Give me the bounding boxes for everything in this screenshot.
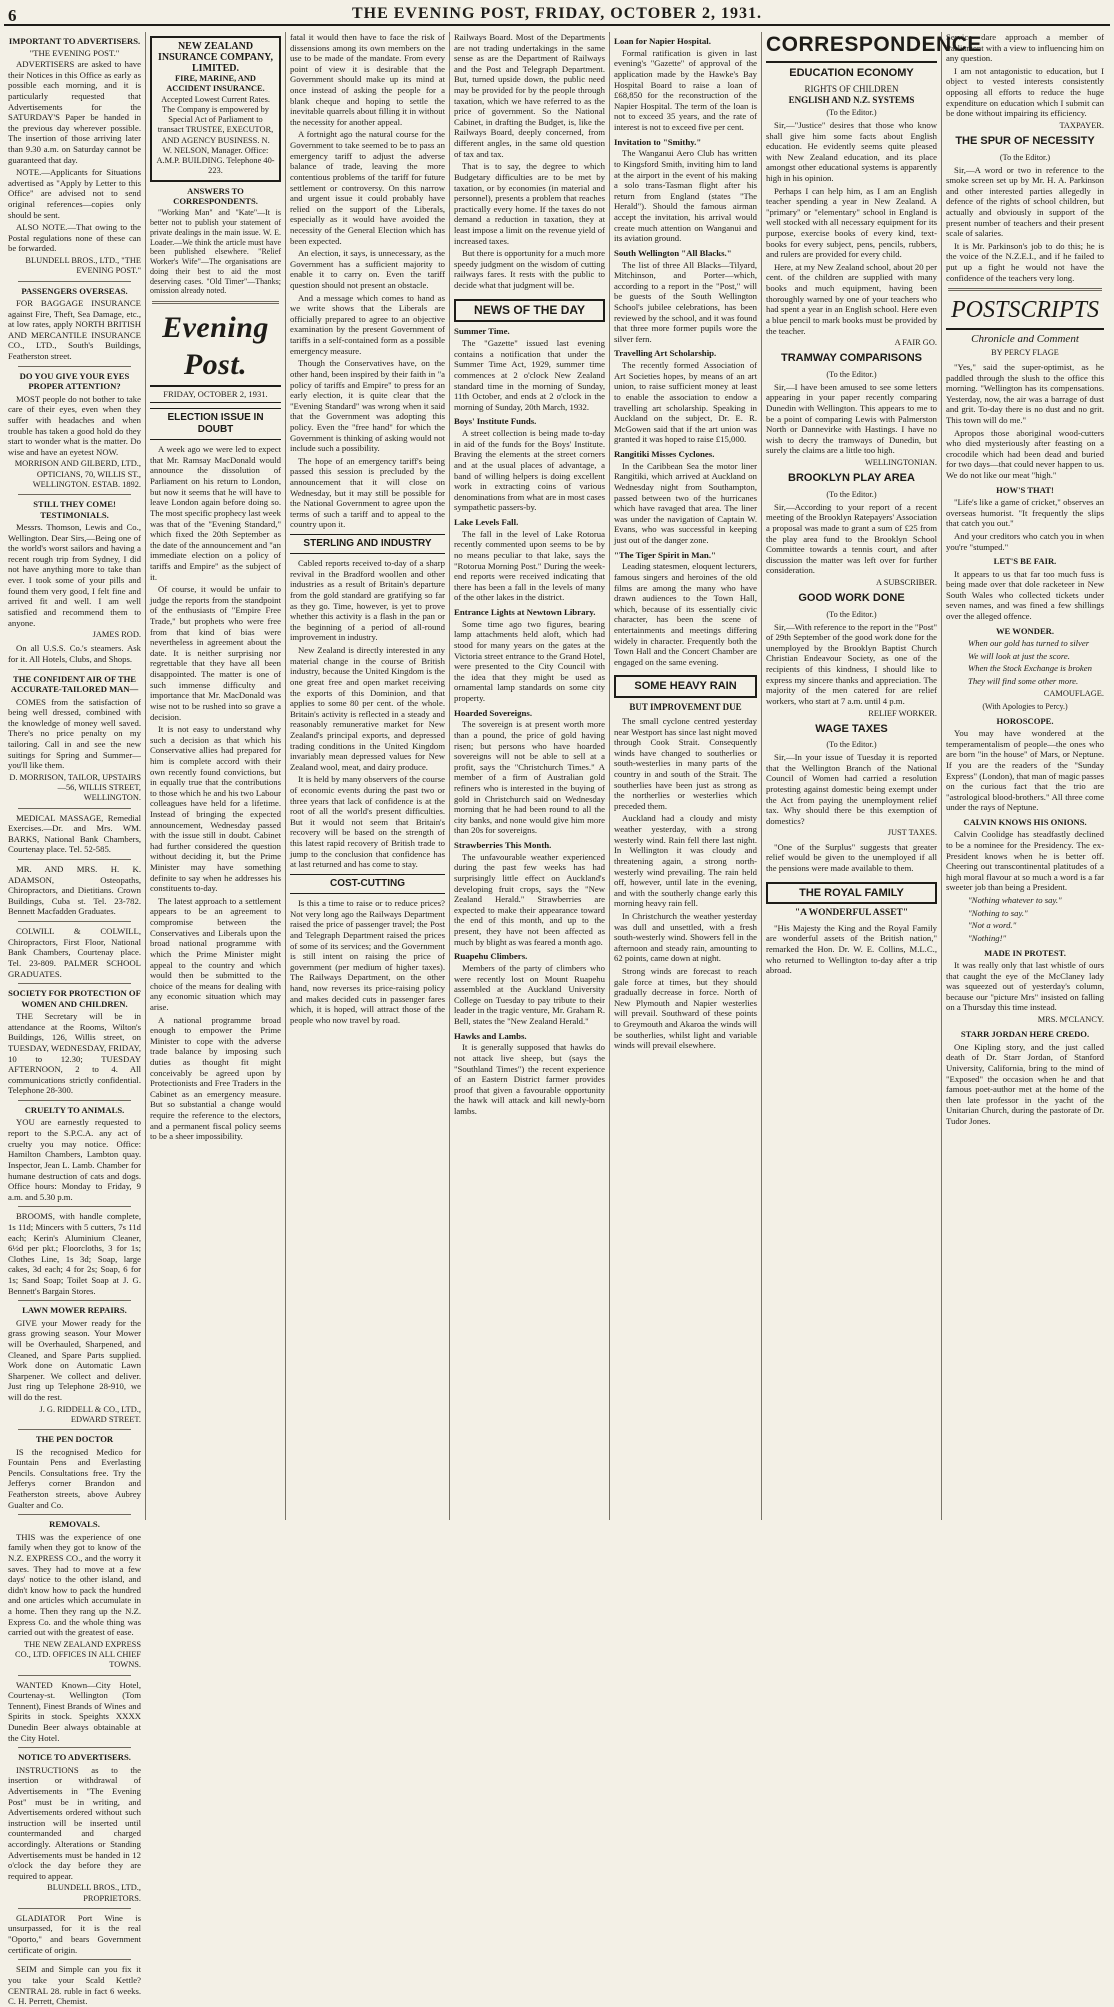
editorial-text: The latest approach to a settlement appears to be an agreement to compromise between the Conservatives and Liberals upon the broad national programme with which the Prime Minister might appeal to the country and which would then be submitted to the choice of the means for dealing with any economic situation which may arise. [150,895,281,1012]
weather-text: Auckland had a cloudy and misty weather yesterday, with a strong westerly wind. Rain fell there last night. In Wellington it was cloudy and threatening again, a strong north-westerly wind prevailing. The rain held off, however, until late in the evening, and with the southerly change early this morning heavy rain fell. [614,813,757,909]
column-news [450,32,610,1520]
news-text: The fall in the level of Lake Rotorua recently commented upon seems to be by no means peculiar to that lake, says the "Rotorua Morning Post." During the week-end reports were received indicating that there has been a fall in the levels of many of the other lakes in the district. [454,528,605,603]
letter-subheadline: ENGLISH AND N.Z. SYSTEMS [788,94,915,105]
editorial-text: That is to say, the degree to which Budgetary difficulties are to be met by taxation, or by economies (in material and personnel), presents a problem that reaches practically every home. If the taxes do not demand a reduction in taxation, they at least impose a limit on the revenue yield of increased taxes. [454,161,605,246]
ad-heading: NOTICE TO ADVERTISERS. [18,1752,131,1763]
paper-title: Evening Post. [162,311,269,381]
ad-heading: REMOVALS. [49,1519,100,1530]
to-the-editor: (To the Editor.) [826,489,877,499]
verse-line: They will find some other more. [968,675,1079,686]
news-subhead: Loan for Napier Hospital. [614,36,711,46]
ad-heading: DO YOU GIVE YOUR EYES PROPER ATTENTION? [19,370,130,392]
ad-heading: IMPORTANT TO ADVERTISERS. [8,36,141,46]
editorial-text: A fortnight ago the natural course for the Government to take seemed to be to pass an emergency tariff to adjust the adverse balance of trade, leaving the more contentious problems of the tariff for future settlement or controversy. On this narrow and urgent issue it could probably have relied on the support of the Liberals, especially as it would have avoided the necessity of the General Election which has been expected. [290,129,445,246]
verse-line: When our gold has turned to silver [968,638,1090,649]
ad-heading: THE CONFIDENT AIR OF THE ACCURATE-TAILORED MAN— [10,673,139,695]
weather-subheadline: BUT IMPROVEMENT DUE [629,702,742,713]
letter-subheadline: RIGHTS OF CHILDREN [804,84,899,95]
editorial-text: New Zealand is directly interested in any material change in the course of British industry, because the United Kingdom is the one great free and open market receiving the exports of this Dominion, and that applies to some 80 per cent. of the whole. Britain's activity is reflected in a steady and reasonably remunerative market for New Zealand's principal exports, and depressed trading conditions in the United Kingdom invariably mean depressed values for New Zealand wool, meat, and dairy produce. [290,645,445,772]
column-text: Apropos those aboriginal wood-cutters who died mysteriously after feasting on a crocodile which had been dead and buried for two days—that could never happen to us. We do not like our meat "high." [946,427,1104,480]
column-postscripts [942,32,1108,1520]
ad-text: BROOMS, with handle complete, 1s 11d; Mincers with 5 cutters, 7s 11d each; Kerin's Aluminium Cleaner, 6½d per pkt.; Floorcloths, 3 for 1s; Clothes Line, 1s 3d; Soap, large cakes, 3d each; 4 for 2s; Soap, 6 for 1s; Sand Soap; Toilet Soap at J. G. Bennett's Bargain Stores. [8,1211,141,1296]
letter-headline: WAGE TAXES [815,722,888,735]
ad-signature: J. G. RIDDELL & CO., LTD., EDWARD STREET. [39,1404,141,1424]
editorial-text: Of course, it would be unfair to judge the reports from the standpoint of the enthusiasts of "Empire Free Trade," but prophets who were free from that kind of bias were nevertheless in agreement about the date. It is neither surprising nor regrettable that they have all been disappointed. The matter is one of such immense difficulty and importance that Mr. MacDonald was wise not to be rushed into so grave a decision. [150,584,281,722]
page-number: 6 [8,6,17,25]
column-text: One Kipling story, and the just called death of Dr. Starr Jordan, of Stanford University, California, bring to the mind of "Exposed" the occasion when he and that famous poet-author met at the home of the then late professor in the yacht of the Unitarian Church, during the pastorate of Dr. Tudor Jones. [946,1041,1104,1127]
verse-line: "Not a word." [968,920,1017,931]
column-text: "Yes," said the super-optimist, as he paddled through the slush to the office this morning. "Wellington has its compensations. Yesterday, now, the air was a barrage of dust and grit. To-day there is no dust and no grit. This town will do me." [946,361,1104,425]
editorial-text: It is held by many observers of the course of economic events during the past two or three years that lack of confidence is at the root of all the world's present difficulties. But it would not seem that Britain's recovery will be based on the strength of this latest rapid recovery of British trade to jump to the conclusion that confidence has at last returned and has come to stay. [290,774,445,870]
letter-text: Sir,—With reference to the report in the "Post" of 29th September of the good work done for the unemployed by the Brooklyn Baptist Church Christian Endeavour Society, as one of the recipients of this kindness, I should like to express my sincere thanks and appreciation. The majority of the men catered for are relief workers, who start at 7 a.m. until 4 p.m. [766,621,937,706]
letter-text: Here, at my New Zealand school, about 20 per cent. of the children are supplied with many books and much equipment, having been thoroughly warned by one of your teachers who had spent a year in an English school. Here even a blue pencil to mark books must be provided by the teacher. [766,261,937,336]
ad-text: MOST people do not bother to take care of their eyes, even when they suffer with headaches and when trouble has taken a good hold do they start to wonder what is the matter. Do wise and have an eyetest NOW. [8,393,141,457]
newspaper-title: THE EVENING POST, FRIDAY, OCTOBER 2, 1931. [351,5,763,22]
to-the-editor: (To the Editor.) [826,740,877,750]
news-text: The sovereign is at present worth more than a pound, the price of gold having risen; but persons who have hoarded sovereigns will not be able to sell at a profit, says the "Christchurch Times." A member of a firm of Australian gold refiners who is interested in the buying of gold in Christchurch said on Wednesday morning that he had been round to all the city banks, and none would give him more than 20s for sovereigns. [454,719,605,836]
column-signature: MRS. M'CLANCY. [1037,1015,1104,1025]
news-text: Members of the party of climbers who were recently lost on Mount Ruapehu assembled at the Auckland University College on Tuesday to pay tribute to their leader in the tragic venture, Mr. Graham R. Bell, states the "New Zealand Herald." [454,962,605,1026]
news-text: In the Caribbean Sea the motor liner Rangitiki, which arrived at Auckland on Wednesday night from Southampton, passed between two of the hurricanes which have ravaged that area. The liner was under the navigation of Captain W. Evans, who was successful in keeping just out of the danger zone. [614,460,757,545]
news-subhead: "The Tiger Spirit in Man." [614,549,716,560]
news-subhead: Hawks and Lambs. [454,1030,527,1041]
answers-text: "Working Man" and "Kate"—It is better not to publish your statement of private dealings in the main issue. W. E. Loader.—We think the article must have been published elsewhere. "Relief Worker's Wife"—The organisations are doing their best to aid the most deserving cases. "Old Timer"—Thanks; omission already noted. [150,208,281,296]
ad-text: WANTED Known—City Hotel, Courtenay-st. Wellington (Tom Tennent), Finest Brands of Wines and Spirits in stock. Speights XXXX Dunedin Beer always obtainable at the City Hotel. [8,1679,141,1743]
insurance-ad-text: Accepted Lowest Current Rates. The Company is empowered by Special Act of Parliament to transact TRUSTEE, EXECUTOR, AND AGENCY BUSINESS. N. W. NELSON, Manager. Office: A.M.P. BUILDING. Telephone 40-223. [156,94,275,176]
column-text: It appears to us that far too much fuss is being made over that dole racketeer in New South Wales who collected tickets under seven names, and was fined a few shillings over the alleged offence. [946,568,1104,622]
letter-signature: RELIEF WORKER. [868,708,937,718]
editorial-text: An election, it says, is unnecessary, as the Government has a sufficient majority to enable it to carry on. Even the tariff question should not present an obstacle. [290,248,445,291]
letter-text: Sir,—I have been amused to see some letters appearing in your paper recently comparing Dunedin with Wellington. This appears to me to be a point of comparing Lewis with Palmerston North or Dannevirke with Hastings. I have no wish to decry the tramways of Dunedin, but surely the claims are a little too high. [766,381,937,456]
verse-line: "Nothing to say." [968,907,1028,918]
column-subhead: MADE IN PROTEST. [984,947,1066,958]
news-subhead: Ruapehu Climbers. [454,951,528,962]
news-text: Some time ago two figures, bearing lamp attachments held aloft, which had stood for many years on the gates at the Victoria street entrance to the Grand Hotel, were presented to the City Council with the idea that they might be used as ornamental lamp standards on some city property. [454,618,605,703]
news-subhead: Lake Levels Fall. [454,517,519,527]
correspondence-title: CORRESPONDENCE [766,32,937,63]
column-subhead: HOROSCOPE. [996,715,1054,726]
news-text: The Wanganui Aero Club has written to Kingsford Smith, inviting him to land at the airport in the event of his making a solo trans-Tasman flight after his return from England (states "The Herald"). Should the famous airman accept the invitation, his arrival would create much attention on Wanganui and its aviation ground. [614,148,757,244]
letter-text: Sir,—In your issue of Tuesday it is reported that the Wellington Branch of the National Council of Women had carried a resolution protesting against domestic being exempt under the Act from paying the unemployment relief tax. Why should there be this exemption of domestics? [766,752,937,826]
editorial-text: A national programme broad enough to empower the Prime Minister to cope with the adverse trade balance by imposing such duties as thought fit might conceivably be agreed upon by Protectionists and Free Traders in the Cabinet as an emergency measure. But so substantial a change would require the reference to the electors, and a permanent fiscal policy seems to be a sheer impossibility. [150,1014,281,1142]
ad-text: IS the recognised Medico for Fountain Pens and Everlasting Pencils. Consultations free. Try the Jefferys corner Brandon and Featherston streets, above Aubrey Gualter and Co. [8,1446,141,1510]
letter-headline: EDUCATION ECONOMY [789,66,914,79]
letter-signature: A FAIR GO. [894,338,937,348]
ad-text: Messrs. Thomson, Lewis and Co., Wellington. Dear Sirs,—Being one of the world's worst sailors and having a recent rough trip from Sydney, I did not have anything more to take than ever. I took some of your pills and found them very good, I felt fine and arrived fit and well. I am well satisfied and recommend them to anyone. [8,522,141,628]
ad-signature: BLUNDELL BROS., LTD., PROPRIETORS. [47,1883,141,1903]
news-subhead: South Wellington "All Blacks." [614,247,732,258]
ad-signature: JAMES ROD. [92,630,141,640]
ad-text: ALSO NOTE.—That owing to the Postal regulations none of these can be forwarded. [8,222,141,254]
verse-line: When the Stock Exchange is broken [968,663,1092,674]
editorial-text: Cabled reports received to-day of a sharp revival in the Bradford woollen and other industries as a result of Britain's departure from the gold standard are gratifying so far as they go. Time, however, is yet to prove whether this activity is a flash in the pan or the beginning of a period of all-round improvement in industry. [290,558,445,643]
ad-text: MEDICAL MASSAGE, Remedial Exercises.—Dr. and Mrs. WM. BARKS, National Bank Chambers, Courtenay place. Tel. 52-585. [8,812,141,855]
editorial-text: But there is opportunity for a much more speedy judgment on the wisdom of cutting railways fares. It rests with the public to decide what that judgment will be. [454,248,605,291]
editorial-headline: STERLING AND INDUSTRY [290,534,445,554]
ad-signature: D. MORRISON, TAILOR, UPSTAIRS—56, WILLIS STREET, WELLINGTON. [9,772,141,803]
ad-text: MR. AND MRS. H. K. ADAMSON, Osteopaths, Chiropractors, and Dietitians. Crown Buildings, Cuba st. Tel. 23-782. Bennett Macfadden Graduates. [8,864,141,917]
letter-headline: BROOKLYN PLAY AREA [788,472,915,485]
column-text: "Life's like a game of cricket," observes an overseas humorist. "It frequently the slips that catch you out." [946,497,1104,529]
news-text: It is generally supposed that hawks do not attack live sheep, but (says the "Southland Times") the recent experience of an Eastern District farmer provides proof that given a favourable opportunity the hawk will attack and kill newly-born lambs. [454,1042,605,1116]
news-text: Formal ratification is given in last evening's "Gazette" of approval of the application made by the Hawke's Bay Hospital Board to raise a loan of £68,850 for the reconstruction of the Napier Hospital. The term of the loan is not to exceed 35 years, and the rate of interest is not to exceed five per cent. [614,47,757,132]
editorial-text: Is this a time to raise or to reduce prices? Not very long ago the Railways Department raised the price of passenger travel; the Post and Telegraph Department raised the prices of some of its services; and the Government is still intent on raising the price of government (per medium of higher taxes). The Railways Department, on the other hand, now reverses its price-raising policy and makes decided cuts in passenger fares which, it is hoped, will attract those of the people who now travel by road. [290,898,445,1025]
royal-family-headline: THE ROYAL FAMILY [766,882,937,905]
letter-text: It is Mr. Parkinson's job to do this; he is the voice of the N.Z.E.I., and if he failed to put up a fight he would not have the confidence of the teachers very long. [946,240,1104,283]
column-subhead: WE WONDER. [995,625,1055,636]
ad-subheading: "THE EVENING POST." [29,48,120,59]
editorial-headline: ELECTION ISSUE IN DOUBT [150,408,281,440]
column-correspondence [762,32,982,1520]
weather-text: In Christchurch the weather yesterday was dull and unsettled, with a fresh south-westerly wind. Showers fell in the afternoon and steady rain, amounting to 62 points, came down at night. [614,910,757,964]
news-text: The "Gazette" issued last evening contains a notification that under the Summer Time Act, 1929, summer time commences at 2 o'clock New Zealand standard time in the morning of Sunday, 11th October, and ends at 2 o'clock in the morning of Sunday, 20th March, 1932. [454,338,605,412]
ad-text: NOTE.—Applicants for Situations advertised as "Apply by Letter to this Office" are advised not to send original references—copies only should be sent. [8,167,141,220]
news-text: The unfavourable weather experienced during the past few weeks has had surprisingly little effect on Auckland's developing fruit crops, says the "New Zealand Herald." Strawberries are expected to make their appearance toward the end of this month, and up to the present, they have not been affected as much by blight as was feared a month ago. [454,851,605,947]
editorial-text: A week ago we were led to expect that Mr. Ramsay MacDonald would announce the dissolution of Parliament on his return to London, but now it seems that he will have to leave London again before doing so. The most specific prophecy last week was that of the "Evening Standard," which fixed the 20th September as the date of the announcement and "an immediate election on a policy of tariffs and Empire" as the subject of it. [150,444,281,582]
news-text: A street collection is being made to-day in aid of the funds for the Boys' Institute. Braving the elements at the street corners and at the usual places of advantage, a band of willing helpers is doing excellent work in extracting coins of various denominations from what are in most cases sympathetic passers-by. [454,428,605,513]
editorial-text: Railways Board. Most of the Departments are not trading undertakings in the same sense as are the Department of Railways and the Post and Telegraph Department. But, turned upside down, the public need may be provided for by the people through taxation, which we have referred to as the price of government. So the National Cabinet, in drafting the Budget, is, like the Railways Board, deeply concerned, from different angles, in the same old question of tax and tax. [454,32,605,159]
letter-signature: A SUBSCRIBER. [876,577,937,587]
news-of-the-day-headline: NEWS OF THE DAY [454,299,605,323]
column-subhead: CALVIN KNOWS HIS ONIONS. [963,816,1087,827]
ad-text: COLWILL & COLWILL, Chiropractors, First Floor, National Bank Chambers, Courtenay place. Tel. 23-809. PALMER SCHOOL GRADUATES. [8,926,141,979]
weather-text: Strong winds are forecast to reach gale force at times, but they should gradually decrease in force. North of New Plymouth and Napier westerlies will prevail. Southward of these points to Greymouth and Akaroa the winds will be southerlies, whilst light and variable winds will prevail elsewhere. [614,966,757,1051]
ad-heading: PASSENGERS OVERSEAS. [21,285,128,296]
news-subhead: Boys' Institute Funds. [454,416,537,427]
news-subhead: Entrance Lights at Newtown Library. [454,606,596,617]
column-subhead: STARR JORDAN HERE CREDO. [960,1029,1090,1040]
ad-text: FOR BAGGAGE INSURANCE against Fire, Theft, Sea Damage, etc., at low rates, apply NORTH BRITISH AND MERCANTILE INSURANCE CO., LTD., South's Buildings, Featherston street. [8,298,141,362]
paper-date: FRIDAY, OCTOBER 2, 1931. [150,385,281,402]
insurance-ad-sub: FIRE, MARINE, AND ACCIDENT INSURANCE. [166,74,265,94]
column-editorial-continued [286,32,450,1520]
to-the-editor: (To the Editor.) [826,107,877,117]
weather-headline [614,675,757,698]
masthead [4,4,1110,26]
letter-text: Sir,—According to your report of a recent meeting of the Brooklyn Ratepayers' Association a proposal was made to grant a sum of £25 from the play area fund to the Brooklyn School Committee towards a tennis court, and after discussion the matter was left over for further consideration. [766,501,937,576]
column-text: Calvin Coolidge has steadfastly declined to be a nominee for the Presidency. The ex-President knows when he is better off. Cheering out transcontinental platitudes of a high moral flavour at so much a word is a far sweeter job than being a President. [946,829,1104,893]
news-text: The recently formed Association of Art Societies hopes, by means of an art union, to raise sufficient money at least to enable the association to endow a travelling art scholarship. Speaking in Auckland on the subject, Dr. E. R. McGowen said that if the art union was granted it was hoped to raise £15,000. [614,360,757,445]
weather-text: The small cyclone centred yesterday near Westport has since last night moved through Cook Strait. Consequently winds have changed to southerlies or south-westerlies in many parts of the country in and south of the Strait. The southerlies have been just as strong as the northerlies or westerlies which preceded them. [614,716,757,811]
ad-heading: SOCIETY FOR PROTECTION OF WOMEN AND CHILDREN. [8,988,141,1009]
letter-text: Service dare approach a member of Parliament with a view to influencing him on any question. [946,32,1104,64]
ad-signature: THE NEW ZEALAND EXPRESS CO., LTD. OFFICES IN ALL CHIEF TOWNS. [15,1639,141,1670]
verse-attribution: (With Apologies to Percy.) [982,701,1068,711]
postscripts-title: POSTSCRIPTS [946,296,1104,329]
insurance-ad-title: NEW ZEALAND INSURANCE COMPANY, LIMITED. [157,41,273,74]
postscripts-subtitle: Chronicle and Comment [971,332,1079,345]
ad-text: ADVERTISERS are asked to have their Notices in this Office as early as possible each morning, and it is particularly requested that Advertisements for the SATURDAY'S Paper be handed in the previous day wherever possible. The insertion of those arriving later than 9.30 a.m. on Saturday cannot be guaranteed that day. [8,59,141,165]
ad-text: COMES from the satisfaction of being well dressed, combined with the knowledge of money well saved. There's no price penalty on my tailoring. Call in and see the new suitings for Spring and Summer—you'll like them. [8,696,141,771]
column-subhead: LET'S BE FAIR. [993,556,1057,567]
letter-text: Sir,—A word or two in reference to the smoke screen set up by Mr. H. A. Parkinson and other interested parties allegedly in defence of the rights of school children, but actually and obviously in support of the present number of teachers and their present scale of salaries. [946,164,1104,239]
ad-text: YOU are earnestly requested to report to the S.P.C.A. any act of cruelty you may notice. Office: Hamilton Chambers, Lambton quay. Inspector, Jean L. Lamb. Chamber for humane destruction of cats and dogs. Office hours: Monday to Friday, 9 a.m. and 5.30 p.m. [8,1117,141,1202]
letter-text: Sir,—"Justice" desires that those who know shall give him some facts about English education. He evidently seems quite pleased with New Zealand education, and its place amongst other educational systems is apparently high in his opinion. [766,119,937,183]
letter-headline: TRAMWAY COMPARISONS [781,352,922,365]
ad-heading: LAWN MOWER REPAIRS. [22,1305,127,1316]
ad-text: INSTRUCTIONS as to the insertion or withdrawal of Advertisements in "The Evening Post" must be in writing, and Advertisements ordered without such instruction will be inserted until countermanded and charged accordingly. Alterations or Standing Advertisements must be handed in 12 o'clock the day before they are required to appear. [8,1764,141,1881]
editorial-headline: COST-CUTTING [290,874,445,894]
ad-text: THIS was the experience of one family when they got to know of the N.Z. EXPRESS CO., and the worry it saves. They had to move at a few days' notice to the other island, and didn't know how to pack the hundred and one articles which accumulate in a home. Then they rang up the N.Z. Express Co. and the whole thing was carried out with the greatest of ease. [8,1531,141,1638]
news-subhead: Rangitiki Misses Cyclones. [614,448,715,459]
news-text: The list of three All Blacks—Tilyard, Mitchinson, and Porter—which, according to a report in the "Post," will be guests of the South Wellington School's jubilee celebrations, has been reviewed by the school, and it was found that three more former pupils wore the silver fern. [614,259,757,344]
royal-family-subheadline: "A WONDERFUL ASSET" [794,908,909,919]
editorial-text: It is not easy to understand why such a decision as that which his Conservative allies had prepared for him is complete accord with their own recently found convictions, but in equally true that the contributions to those which he and his two Labour colleagues have held for a lifetime. Instead of bringing the expected announcement, Wednesday passed with the issue still in doubt. Cabinet had further considered the question without deciding it, but the Prime Minister may have something definite to say when he addresses his constituents to-day. [150,724,281,894]
column-editorial [146,32,286,1520]
ad-text: GLADIATOR Port Wine is unsurpassed, for it is the real "Oporto," and bears Government certificate of origin. [8,1912,141,1955]
editorial-text: Though the Conservatives have, on the other hand, been inspired by their faith in "a policy of tariffs and Empire" to press for an early election, it is quite clear that the "Evening Standard" was wrong when it said that the Government was adopting this policy. Even the "free hand" for which the Government is thinking of asking would not include such a possibility. [290,358,445,454]
column-text: You may have wondered at the temperamentalism of people—the ones who are born "in the house" of Mars, or Neptune. If you are the readers of the "Sunday Express" (London), that man of magic passes on the curious fact that the trio are "astrological blood-brothers." All three come under the rays of Neptune. [946,728,1104,813]
letter-text: "One of the Surplus" suggests that greater relief would be given to the unemployed if all the pensions were made available to them. [766,841,937,873]
editorial-text: fatal it would then have to face the risk of dissensions among its own members on the use to be made of the mandate. From every point of view it is desirable that the Government should make up its mind at once instead of asking the people for a blank cheque and hoping to settle the inevitable quarrels about filling it in without the necessity for another appeal. [290,32,445,127]
letter-signature: WELLINGTONIAN. [864,458,937,468]
news-subhead: Summer Time. [454,326,510,337]
to-the-editor: (To the Editor.) [826,609,877,619]
column-news-continued [610,32,762,1520]
ad-heading: THE PEN DOCTOR [35,1434,114,1445]
column-text: And your creditors who catch you in when you're "stumped." [946,530,1104,552]
column-classifieds [4,32,146,2007]
editorial-text: And a message which comes to hand as we write shows that the Liberals are officially prepared to agree to an objective examination by the present Government of tariffs in a self-contained form as a possible emergency measure. [290,292,445,356]
letter-headline: GOOD WORK DONE [798,592,905,605]
letter-text: I am not antagonistic to education, but I object to vested interests consistently opposing all efforts to reduce the huge expenditure on education which I submit can be done without impairing its efficiency. [946,65,1104,119]
editorial-text: The hope of an emergency tariff's being passed this session is precluded by the announcement that it will close on Wednesday, but it may still be possible for the National Government to agree upon the terms of such a tariff and to appeal to the country upon it. [290,455,445,530]
ad-text: GIVE your Mower ready for the grass growing season. Your Mower will be Overhauled, Sharpened, and Cleaned, and Spare Parts supplied. Work done on Automatic Lawn Sharpener. We collect and deliver. Just ring up Telephone 28-910, we will do the rest. [8,1317,141,1402]
letter-signature: TAXPAYER. [1059,120,1104,130]
letter-headline: THE SPUR OF NECESSITY [955,135,1095,148]
ad-signature: BLUNDELL BROS., LTD., "THE EVENING POST." [25,256,141,276]
verse-signature: CAMOUFLAGE. [1043,688,1104,698]
column-subhead: HOW'S THAT! [996,484,1054,495]
verse-line: "Nothing whatever to say." [968,895,1062,906]
news-text: "His Majesty the King and the Royal Family are wonderful assets of the British nation," remarked the Hon. Dr. W. E. Collins, M.L.C., who returned to Wellington to-day after a trip abroad. [766,922,937,976]
letter-text: Perhaps I can help him, as I am an English teacher spending a year in New Zealand. A "primary" or "elementary" school in England is well stocked with all necessary equipment for its purpose, exercise books of every kind, text-books for every subject, pens, pencils, rubbers, and rulers are provided for every child. [766,185,937,260]
ad-signature: MORRISON AND GILBERD, LTD., OPTICIANS, 70, WILLIS ST., WELLINGTON. ESTAB. 1892. [14,459,141,489]
verse-line: "Nothing!" [968,932,1007,943]
news-subhead: Strawberries This Month. [454,840,552,850]
verse-line: We will look at just the score. [968,650,1070,661]
weather-headline-main: SOME HEAVY RAIN [634,680,737,693]
ad-heading: CRUELTY TO ANIMALS. [24,1104,125,1115]
column-text: It was really only that last whistle of ours that caught the eye of the McClaney lady was squeezed out of yesterday's column, because our "picture Mrs" insisted on falling on a Thursday this time instead. [946,960,1104,1013]
news-text: Leading statesmen, eloquent lecturers, famous singers and heroines of the old films are among the many who have drawn audiences to the Town Hall, which, because of its essentially civic character, has been the scene of entertainments and meetings differing widely in character. Frequently both the Town Hall and the Concert Chamber are engaged on the same evening. [614,561,757,667]
to-the-editor: (To the Editor.) [999,152,1051,162]
insurance-ad [150,36,281,182]
answers-heading: ANSWERS TO CORRESPONDENTS. [173,185,258,206]
news-subhead: Invitation to "Smithy." [614,136,702,147]
news-subhead: Hoarded Sovereigns. [454,707,533,718]
news-subhead: Travelling Art Scholarship. [614,348,717,359]
postscripts-byline: BY PERCY FLAGE [991,347,1059,357]
ad-text: SEIM and Simple can you fix it you take your Scald Kettle? CENTRAL 28. ruble in fact 6 weeks. C. H. Perrett, Chemist. [8,1964,141,2007]
letter-signature: JUST TAXES. [887,828,937,838]
ad-heading: STILL THEY COME! TESTIMONIALS. [33,499,116,520]
ad-text: THE Secretary will be in attendance at the Rooms, Wilton's Buildings, 126, Willis street, on TUESDAY, WEDNESDAY, FRIDAY, 10 to 12.30; TUESDAY AFTERNOON, 2 to 4. All communications strictly confidential. Telephone 28-300. [8,1011,141,1096]
to-the-editor: (To the Editor.) [826,369,877,379]
ad-text: On all U.S.S. Co.'s steamers. Ask for it. All Hotels, Clubs, and Shops. [8,643,141,664]
